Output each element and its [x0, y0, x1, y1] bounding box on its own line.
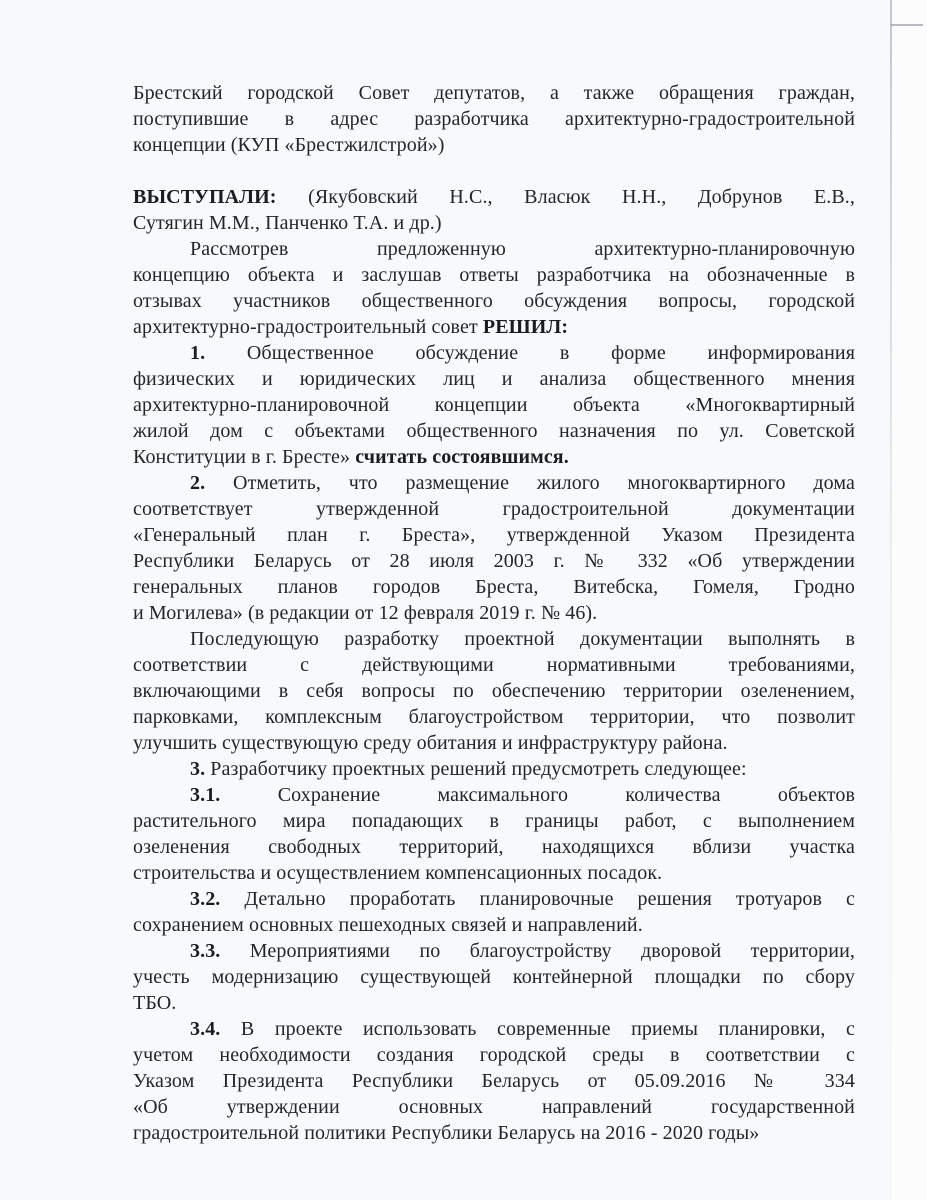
text-run: растительного мира попадающих в границы работ, с выполнением — [133, 810, 855, 832]
text-run: «Генеральный план г. Бреста», утвержденной Указом Президента — [133, 524, 855, 546]
text-run: Отметить, что размещение жилого многоквартирного дома — [205, 472, 855, 494]
bold-text-run: 3.4. — [190, 1018, 221, 1040]
text-line — [133, 262, 855, 288]
text-line — [133, 756, 855, 782]
text-line — [133, 808, 855, 834]
text-run: Республики Беларусь от 28 июля 2003 г. № 332 «Об утверждении — [133, 550, 855, 572]
text-line — [133, 1094, 855, 1120]
text-line — [133, 1042, 855, 1068]
text-run: отзывах участников общественного обсуждения вопросы, городской — [133, 290, 855, 312]
text-line — [133, 288, 855, 314]
paragraph-2 — [133, 184, 855, 236]
text-run: концепцию объекта и заслушав ответы разработчика на обозначенные в — [133, 264, 855, 286]
text-run: Сутягин М.М., Панченко Т.А. и др.) — [133, 212, 442, 234]
text-line — [133, 80, 855, 106]
text-line — [133, 1120, 855, 1146]
paragraph-10 — [133, 938, 855, 1016]
text-run: жилой дом с объектами общественного назначения по ул. Советской — [133, 420, 855, 442]
text-run: Конституции в г. Бресте» — [133, 446, 356, 468]
text-run: учесть модернизацию существующей контейнерной площадки по сбору — [133, 966, 855, 988]
text-run: и Могилева» (в редакции от 12 февраля 2019 г. № 46). — [133, 602, 598, 624]
text-run: ТБО. — [133, 992, 177, 1014]
text-line — [133, 340, 855, 366]
scan-edge-vertical-line — [890, 0, 892, 1200]
text-run: В проекте использовать современные приемы планировки, с — [220, 1018, 855, 1040]
text-run: «Об утверждении основных направлений государственной — [133, 1096, 855, 1118]
text-run: улучшить существующую среду обитания и инфраструктуру района. — [133, 732, 728, 754]
text-run: (Якубовский Н.С., Власюк Н.Н., Добрунов Е.В., — [276, 186, 855, 208]
text-line — [133, 574, 855, 600]
text-run: Детально проработать планировочные решения тротуаров с — [220, 888, 855, 910]
paragraph-9 — [133, 886, 855, 938]
text-line — [133, 132, 855, 158]
text-run: поступившие в адрес разработчика архитектурно-градостроительной — [133, 108, 855, 130]
text-line — [133, 106, 855, 132]
text-line — [133, 600, 855, 626]
text-line — [133, 548, 855, 574]
paragraph-7 — [133, 756, 855, 782]
bold-text-run: 3.3. — [190, 940, 221, 962]
document-body — [133, 80, 855, 1146]
text-line — [133, 1068, 855, 1094]
text-run: парковками, комплексным благоустройством территории, что позволит — [133, 706, 855, 728]
text-run: Последующую разработку проектной документации выполнять в — [190, 628, 855, 650]
bold-text-run: 2. — [190, 472, 206, 494]
text-line — [133, 860, 855, 886]
paragraph-8 — [133, 782, 855, 886]
text-run: включающими в себя вопросы по обеспечению территории озеленением, — [133, 680, 855, 702]
text-line — [133, 210, 855, 236]
text-run: соответствует утвержденной градостроительной документации — [133, 498, 855, 520]
paragraph-1 — [133, 80, 855, 158]
bold-text-run: ВЫСТУПАЛИ: — [133, 186, 277, 208]
text-run: сохранением основных пешеходных связей и направлений. — [133, 914, 643, 936]
text-line — [133, 834, 855, 860]
text-line — [133, 990, 855, 1016]
text-run: озеленения свободных территорий, находящихся вблизи участка — [133, 836, 855, 858]
text-run: физических и юридических лиц и анализа общественного мнения — [133, 368, 855, 390]
paragraph-6 — [133, 626, 855, 756]
scan-edge-strip — [891, 0, 927, 1200]
text-line — [133, 704, 855, 730]
text-line — [133, 886, 855, 912]
text-line — [133, 496, 855, 522]
text-line — [133, 678, 855, 704]
bold-text-run: 1. — [190, 342, 206, 364]
text-line — [133, 522, 855, 548]
text-run: генеральных планов городов Бреста, Витебска, Гомеля, Гродно — [133, 576, 855, 598]
text-run: архитектурно-градостроительный совет — [133, 316, 483, 338]
text-line — [133, 418, 855, 444]
text-line — [133, 444, 855, 470]
text-run: Разработчику проектных решений предусмотреть следующее: — [205, 758, 747, 780]
text-run: строительства и осуществлением компенсационных посадок. — [133, 862, 663, 884]
bold-text-run: 3.2. — [190, 888, 221, 910]
text-run: Мероприятиями по благоустройству дворовой территории, — [220, 940, 855, 962]
paragraph-4 — [133, 340, 855, 470]
text-line — [133, 314, 855, 340]
text-run: градостроительной политики Республики Беларусь на 2016 - 2020 годы» — [133, 1122, 760, 1144]
bold-text-run: 3. — [190, 758, 206, 780]
text-line — [133, 626, 855, 652]
bold-text-run: 3.1. — [190, 784, 221, 806]
text-run: соответствии с действующими нормативными требованиями, — [133, 654, 855, 676]
paragraph-3 — [133, 236, 855, 340]
bold-text-run: РЕШИЛ: — [482, 316, 569, 338]
text-run: Указом Президента Республики Беларусь от 05.09.2016 № 334 — [133, 1070, 855, 1092]
scan-edge-horizontal-mark — [891, 24, 923, 26]
paragraph-5 — [133, 470, 855, 626]
text-line — [133, 366, 855, 392]
text-line — [133, 938, 855, 964]
text-line — [133, 392, 855, 418]
text-line — [133, 652, 855, 678]
text-line — [133, 184, 855, 210]
text-run: Брестский городской Совет депутатов, а также обращения граждан, — [133, 82, 855, 104]
text-run: Сохранение максимального количества объектов — [220, 784, 855, 806]
bold-text-run: считать состоявшимся. — [355, 446, 569, 468]
text-line — [133, 964, 855, 990]
text-run: Общественное обсуждение в форме информирования — [205, 342, 855, 364]
text-line — [133, 236, 855, 262]
text-run: концепции (КУП «Брестжилстрой») — [133, 134, 445, 156]
text-run: архитектурно-планировочной концепции объекта «Многоквартирный — [133, 394, 855, 416]
text-run: учетом необходимости создания городской среды в соответствии с — [133, 1044, 855, 1066]
text-line — [133, 782, 855, 808]
text-line — [133, 1016, 855, 1042]
text-line — [133, 912, 855, 938]
text-line — [133, 730, 855, 756]
text-line — [133, 470, 855, 496]
paragraph-11 — [133, 1016, 855, 1146]
text-run: Рассмотрев предложенную архитектурно-планировочную — [190, 238, 855, 260]
